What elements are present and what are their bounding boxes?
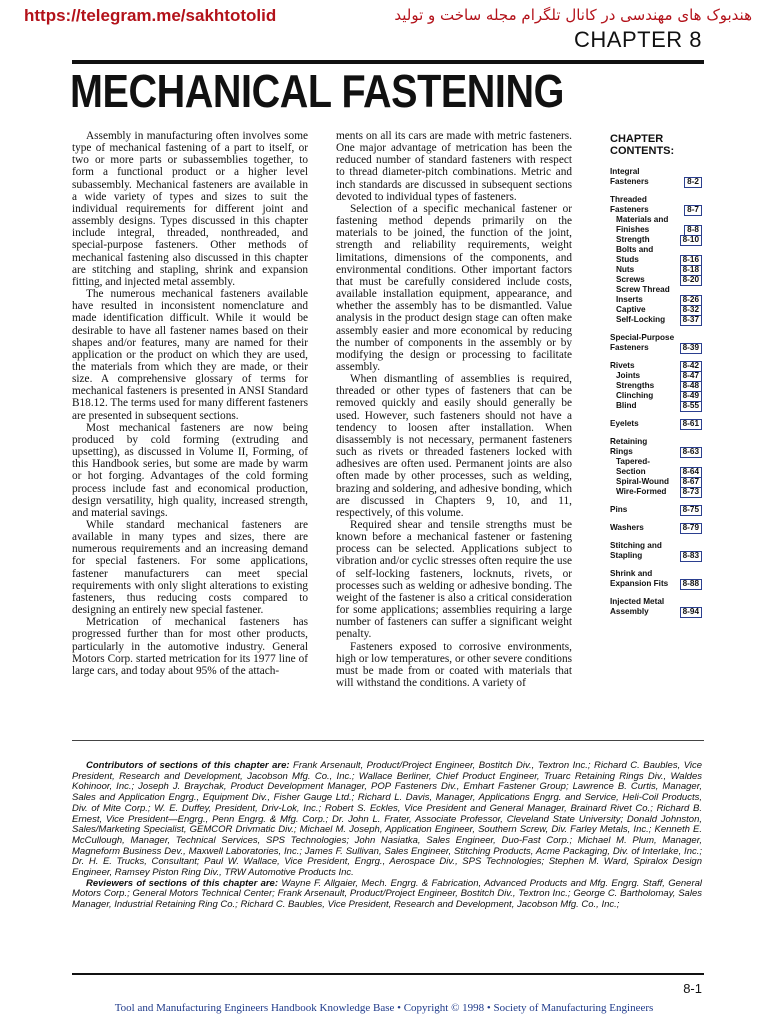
- toc-group: [610, 541, 702, 561]
- toc-entry-label: Stapling: [610, 551, 643, 560]
- body-column-2: [336, 130, 572, 689]
- paragraph: Assembly in manufacturing often involves some type of mechanical fastening of a part to itself, or two or more parts or subassemblies together, to form a functional product or a higher level subassembly. Mechanical fasteners are available in a wide variety of types and sizes to suit the individual requirements for different joint and assembly designs. Types discussed in this chapter include integral, threaded, nonthreaded, and special-purpose fasteners. Other methods of mechanical fastening also discussed in this chapter are stitching and stapling, shrink and expansion fitting, and injected metal assembly.: [72, 130, 308, 288]
- toc-page-link[interactable]: 8-64: [680, 467, 702, 478]
- paragraph: Fasteners exposed to corrosive environments, high or low temperatures, or other severe conditions must be made from or coated with materials that will withstand the conditions. A variety of: [336, 640, 572, 690]
- contributors-paragraph: [72, 761, 702, 879]
- toc-page-link[interactable]: 8-48: [680, 381, 702, 392]
- toc-entry[interactable]: [610, 225, 702, 235]
- paragraph: When dismantling of assemblies is required, threaded or other types of fasteners that can be removed quickly and easily should generally be used. However, such fasteners should not have a tendency to loosen after installation. When disassembly is not necessary, permanent fasteners such as rivets or threaded fasteners locked with adhesives are often used. Permanent joints are also often made by other processes, such as welding, brazing and soldering, and adhesive bonding, which are discussed in Chapters 9, 10, and 11, respectively, of this volume.: [336, 373, 572, 519]
- toc-entry-label: Washers: [610, 523, 644, 532]
- toc-entry-label: Fasteners: [610, 343, 649, 352]
- telegram-link[interactable]: https://telegram.me/sakhtotolid: [24, 6, 277, 25]
- toc-entry-label: Retaining: [610, 437, 648, 446]
- chapter-label: CHAPTER 8: [574, 27, 702, 52]
- toc-entry[interactable]: [610, 447, 702, 457]
- toc-entry: [610, 541, 702, 551]
- toc-entry[interactable]: [610, 419, 702, 429]
- toc-entry: [610, 245, 702, 255]
- footer-copyright: Tool and Manufacturing Engineers Handbook Knowledge Base • Copyright © 1998 • Society of Manufacturing Engineers: [114, 1002, 654, 1014]
- toc-entry: [610, 569, 702, 579]
- toc-page-link[interactable]: 8-16: [680, 255, 702, 266]
- toc-entry-label: Threaded: [610, 195, 647, 204]
- toc-page-link[interactable]: 8-73: [680, 487, 702, 498]
- toc-entry-label: Eyelets: [610, 419, 639, 428]
- toc-group: [610, 333, 702, 353]
- toc-entry[interactable]: [610, 381, 702, 391]
- toc-entry: [610, 437, 702, 447]
- paragraph: ments on all its cars are made with metric fasteners. One major advantage of metrication has been the reduced number of standard fasteners with respect to thread diameter-pitch combinations. Metric and inch standards are discussed in subsequent sections devoted to individual types of fasteners.: [336, 130, 572, 203]
- toc-entry[interactable]: [610, 361, 702, 371]
- toc-group: [610, 505, 702, 515]
- footer-rule: [72, 973, 704, 975]
- toc-entry[interactable]: [610, 579, 702, 589]
- toc-entry[interactable]: [610, 607, 702, 617]
- toc-page-link[interactable]: 8-63: [680, 447, 702, 458]
- toc-entry: [610, 333, 702, 343]
- toc-entry-label: Wire-Formed: [616, 487, 667, 496]
- toc-entry-label: Captive: [616, 305, 646, 314]
- toc-entry-label: Pins: [610, 505, 628, 514]
- toc-page-link[interactable]: 8-7: [684, 205, 702, 216]
- banner-persian-text: هندبوک های مهندسی در کانال تلگرام مجله ساخت و تولید: [394, 6, 752, 24]
- page-title: MECHANICAL FASTENING: [70, 65, 564, 117]
- toc-entry-label: Integral: [610, 167, 640, 176]
- toc-entry-label: Expansion Fits: [610, 579, 669, 588]
- toc-group: [610, 569, 702, 589]
- paragraph: The numerous mechanical fasteners available have resulted in inconsistent nomenclature and made identification difficult. While it would be desirable to have all fastener names based on their shapes and/or features, many are named for their application or the product on which they are used, the materials from which they are made, or their size. A comprehensive glossary of terms for mechanical fasteners is presented in ANSI Standard B18.12. The terms used for many different fasteners are presented in subsequent sections.: [72, 288, 308, 422]
- toc-group: [610, 419, 702, 429]
- toc-page-link[interactable]: 8-42: [680, 361, 702, 372]
- toc-page-link[interactable]: 8-32: [680, 305, 702, 316]
- toc-entry-label: Screw Thread: [616, 285, 670, 294]
- toc-entry-label: Assembly: [610, 607, 649, 616]
- toc-entry[interactable]: [610, 523, 702, 533]
- toc-entry[interactable]: [610, 305, 702, 315]
- contributors-rule: [72, 740, 704, 741]
- paragraph: Most mechanical fasteners are now being produced by cold forming (extruding and upsetting), as discussed in Volume II, Forming, of this Handbook series, but some are made by warm or hot forging. Advantages of the cold forming process include fast and economical production, design versatility, high quality, increased strength, and material savings.: [72, 421, 308, 519]
- toc-entry[interactable]: [610, 255, 702, 265]
- toc-group: [610, 437, 702, 497]
- toc-entry-label: Spiral-Wound: [616, 477, 670, 486]
- toc-page-link[interactable]: 8-8: [684, 225, 702, 236]
- banner: [24, 6, 752, 28]
- contributors-lead: Contributors of sections of this chapter are:: [86, 760, 290, 771]
- toc-page-link[interactable]: 8-2: [684, 177, 702, 188]
- toc-page-link[interactable]: 8-10: [680, 235, 702, 246]
- contributors-text: Frank Arsenault, Product/Project Engineer, Bostitch Div., Textron Inc.; Richard C. Baubles, Vice President, Research and Development, Jacobson Mfg. Co., Inc.; Wallace Berliner, Chief Product Engineer, Truarc Retaining Rings Div., Waldes Kohinoor, Inc.; Joseph J. Braychak, Product Development Manager, POP Fasteners Div., Emhart Fastener Group; Lawrence B. Curtis, Manager, Sales and Application Engrg., Equipment Div., Fisher Gauge Ltd.; Richard L. Davis, Manager, Applications Engrg. and Service, Heli-Coil Products, Div. of Mite Corp.; W. E. Duffey, President, Driv-Lok, Inc.; Robert S. Eckles, Vice President and General Manager, Brainard Rivet Co.; Richard B. Ernest, Vice President—Engrg., Penn Engrg. & Mfg. Corp.; Dr. John L. Frater, Associate Professor, Cleveland State University; Donald Johnston, Sales/Marketing Specialist, GEMCOR Drivmatic Div.; Michael M. Joseph, Application Engineer, Southern Screw, Div. Farley Metals, Inc.; Kenneth E. McCullough, Manager, Technical Services, SPS Technologies; John Nasiatka, Sales Engineer, Duo-Fast Corp.; Michael M. Plum, Manager, Magneform Business Dev., Maxwell Laboratories, Inc.; James F. Sullivan, Sales Engineer, Stitching Products, Acme Packaging, Div. of Interlake, Inc.; Dr. H. E. Trucks, Consultant; Paul W. Wallace, Vice President, Engrg., Aerospace Div., SPS Technologies; Stephen M. Ward, Spiralox Design Engineer, Ramsey Piston Ring Div., TRW Automotive Products Inc.: [72, 760, 703, 879]
- toc-entry[interactable]: [610, 551, 702, 561]
- toc-page-link[interactable]: 8-83: [680, 551, 702, 562]
- toc-group: [610, 523, 702, 533]
- toc-entry: [610, 195, 702, 205]
- toc-entry: [610, 285, 702, 295]
- toc-page-link[interactable]: 8-55: [680, 401, 702, 412]
- toc-entry[interactable]: [610, 505, 702, 515]
- toc-entry-label: Fasteners: [610, 205, 649, 214]
- toc-entry[interactable]: [610, 467, 702, 477]
- toc-entry[interactable]: [610, 315, 702, 325]
- reviewers-text: Wayne F. Allgaier, Mech. Engrg. & Fabrication, Advanced Products and Mfg. Engrg. Staff, General Motors Corp.; General Motors Technical Center; Frank Arsenault, Product/Project Engineer, Bostitch Div., Textron Inc.; George C. Bartholomay, Sales Manager, Industrial Retaining Ring Co.; Richard C. Baubles, Vice President, Research and Development, Jacobson Mfg. Co., Inc.;: [72, 877, 703, 911]
- toc-group: [610, 195, 702, 325]
- contributors-block: [72, 761, 702, 911]
- toc-entry-label: Rings: [610, 447, 633, 456]
- toc-entry[interactable]: [610, 265, 702, 275]
- toc-entry: [610, 597, 702, 607]
- paragraph: While standard mechanical fasteners are available in many types and sizes, there are numerous requirements and an increasing demand for special fasteners. For some applications, fastener manufacturers can meet special requirements with only slight alterations to existing fasteners, thus reducing costs compared to designing an entirely new special fastener.: [72, 519, 308, 617]
- toc-entry-label: Clinching: [616, 391, 654, 400]
- toc-entry-label: Studs: [616, 255, 639, 264]
- toc-entry-label: Inserts: [616, 295, 643, 304]
- toc-page-link[interactable]: 8-18: [680, 265, 702, 276]
- toc-page-link[interactable]: 8-49: [680, 391, 702, 402]
- toc-entry-label: Nuts: [616, 265, 635, 274]
- toc-entry[interactable]: [610, 401, 702, 411]
- toc-entry-label: Section: [616, 467, 646, 476]
- toc-entry: [610, 167, 702, 177]
- toc-entry-label: Blind: [616, 401, 637, 410]
- toc-entry-label: Special-Purpose: [610, 333, 675, 342]
- toc-entry-label: Materials and: [616, 215, 669, 224]
- toc-entry-label: Rivets: [610, 361, 635, 370]
- toc-entry[interactable]: [610, 343, 702, 353]
- toc-entry[interactable]: [610, 295, 702, 305]
- toc-page-link[interactable]: 8-88: [680, 579, 702, 590]
- toc-entry-label: Fasteners: [610, 177, 649, 186]
- toc-entry-label: Strengths: [616, 381, 655, 390]
- contents-heading: CHAPTER CONTENTS:: [610, 133, 675, 157]
- paragraph: Selection of a specific mechanical fastener or fastening method depends primarily on the materials to be joined, the function of the joint, strength and reliability requirements, weight limitations, dimensions of the components, and environmental conditions. Other important factors that must be carefully considered include costs, available installation equipment, appearance, and whether the assembly has to be dismantled. Value analysis in the product design stage can often make assembly easier and more economical by reducing the number of components in the assembly or by modifying the design or processing to facilitate assembly.: [336, 202, 572, 373]
- toc-page-link[interactable]: 8-20: [680, 275, 702, 286]
- toc-entry: [610, 457, 702, 467]
- reviewers-lead: Reviewers of sections of this chapter are:: [86, 877, 279, 889]
- toc-entry-label: Joints: [616, 371, 641, 380]
- toc-entry[interactable]: [610, 391, 702, 401]
- contents-list: [610, 167, 702, 617]
- chapter-contents: [610, 133, 702, 625]
- toc-entry: [610, 215, 702, 225]
- toc-group: [610, 167, 702, 187]
- toc-entry[interactable]: [610, 275, 702, 285]
- toc-entry-label: Screws: [616, 275, 645, 284]
- toc-entry[interactable]: [610, 235, 702, 245]
- toc-entry-label: Bolts and: [616, 245, 654, 254]
- reviewers-paragraph: [72, 879, 702, 911]
- toc-page-link[interactable]: 8-39: [680, 343, 702, 354]
- toc-group: [610, 361, 702, 411]
- toc-page-link[interactable]: 8-26: [680, 295, 702, 306]
- toc-page-link[interactable]: 8-94: [680, 607, 702, 618]
- toc-page-link[interactable]: 8-37: [680, 315, 702, 326]
- toc-entry-label: Shrink and: [610, 569, 653, 578]
- toc-entry[interactable]: [610, 487, 702, 497]
- toc-entry-label: Self-Locking: [616, 315, 666, 324]
- toc-entry-label: Injected Metal: [610, 597, 665, 606]
- toc-page-link[interactable]: 8-47: [680, 371, 702, 382]
- paragraph: Required shear and tensile strengths must be known before a mechanical fastener or fastening process can be selected. Applications subject to vibration and/or cyclic stresses often require the use of self-locking fasteners, locknuts, rivets, or processes such as welding or adhesive bonding. The weight of the fastener is also a critical consideration for some applications; assemblies requiring a large number of fasteners can suffer a significant weight penalty.: [336, 519, 572, 641]
- toc-page-link[interactable]: 8-79: [680, 523, 702, 534]
- body-column-1: [72, 130, 308, 677]
- toc-entry-label: Strength: [616, 235, 650, 244]
- toc-entry-label: Stitching and: [610, 541, 662, 550]
- toc-entry[interactable]: [610, 177, 702, 187]
- toc-entry[interactable]: [610, 205, 702, 215]
- toc-entry-label: Tapered-: [616, 457, 650, 466]
- toc-page-link[interactable]: 8-67: [680, 477, 702, 488]
- toc-entry-label: Finishes: [616, 225, 650, 234]
- toc-entry[interactable]: [610, 371, 702, 381]
- page-number: 8-1: [683, 981, 702, 996]
- toc-page-link[interactable]: 8-61: [680, 419, 702, 430]
- toc-entry[interactable]: [610, 477, 702, 487]
- paragraph: Metrication of mechanical fasteners has progressed further than for most other products, particularly in the automotive industry. General Motors Corp. started metrication for its 1977 line of large cars, and today about 95% of the attach-: [72, 616, 308, 677]
- toc-page-link[interactable]: 8-75: [680, 505, 702, 516]
- toc-group: [610, 597, 702, 617]
